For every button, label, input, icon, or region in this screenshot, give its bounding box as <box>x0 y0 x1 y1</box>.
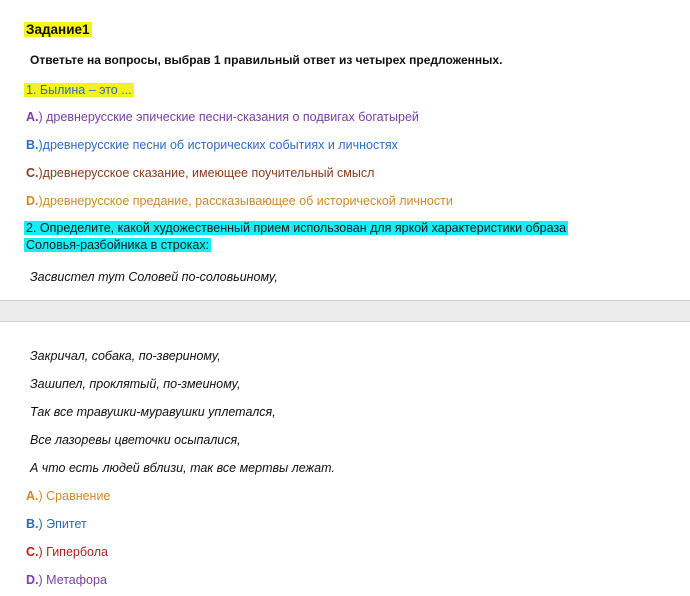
document-page-bottom <box>0 322 690 596</box>
poem-line-6: А что есть людей вблизи, так все мертвы лежат. <box>30 461 335 475</box>
task-title <box>24 22 92 37</box>
option-letter: C. <box>26 545 39 559</box>
q2-option-c <box>26 545 108 559</box>
page-separator <box>0 300 690 322</box>
q1-option-c <box>26 166 374 180</box>
option-text: ) Метафора <box>38 573 107 587</box>
option-text: ) древнерусские эпические песни-сказания о подвигах богатырей <box>38 110 419 124</box>
option-text: ) Гипербола <box>38 545 108 559</box>
option-letter: C. <box>26 166 39 180</box>
poem-line-5: Все лазоревы цветочки осыпалися, <box>30 433 241 447</box>
poem-line-3: Зашипел, проклятый, по-змеиному, <box>30 377 241 391</box>
q1-question <box>24 83 134 97</box>
option-text: )древнерусское предание, рассказывающее об исторической личности <box>38 194 453 208</box>
option-letter: A. <box>26 110 39 124</box>
q2-question-line1: 2. Определите, какой художественный прием использован для яркой характеристики образа <box>26 221 567 235</box>
task-instruction: Ответьте на вопросы, выбрав 1 правильный ответ из четырех предложенных. <box>30 53 503 67</box>
q2-option-a <box>26 489 110 503</box>
task-title-text: Задание1 <box>26 22 90 37</box>
option-letter: D. <box>26 194 39 208</box>
q2-option-d <box>26 573 107 587</box>
poem-line-2: Закричал, собака, по-звериному, <box>30 349 221 363</box>
q1-question-text: 1. Былина – это ... <box>26 83 132 97</box>
option-letter: B. <box>26 517 39 531</box>
option-text: )древнерусские песни об исторических событиях и личностях <box>38 138 398 152</box>
option-letter: B. <box>26 138 39 152</box>
q1-option-a <box>26 110 419 124</box>
q2-option-b <box>26 517 87 531</box>
option-text: ) Сравнение <box>38 489 111 503</box>
option-text: ) Эпитет <box>38 517 87 531</box>
q2-question-line2: Соловья-разбойника в строках: <box>26 238 210 252</box>
option-text: )древнерусское сказание, имеющее поучительный смысл <box>38 166 375 180</box>
poem-line-1: Засвистел тут Соловей по-соловьиному, <box>30 270 278 284</box>
q1-option-b <box>26 138 398 152</box>
q2-question <box>24 220 664 254</box>
poem-line-4: Так все травушки-муравушки уплетался, <box>30 405 276 419</box>
option-letter: D. <box>26 573 39 587</box>
option-letter: A. <box>26 489 39 503</box>
q1-option-d <box>26 194 453 208</box>
